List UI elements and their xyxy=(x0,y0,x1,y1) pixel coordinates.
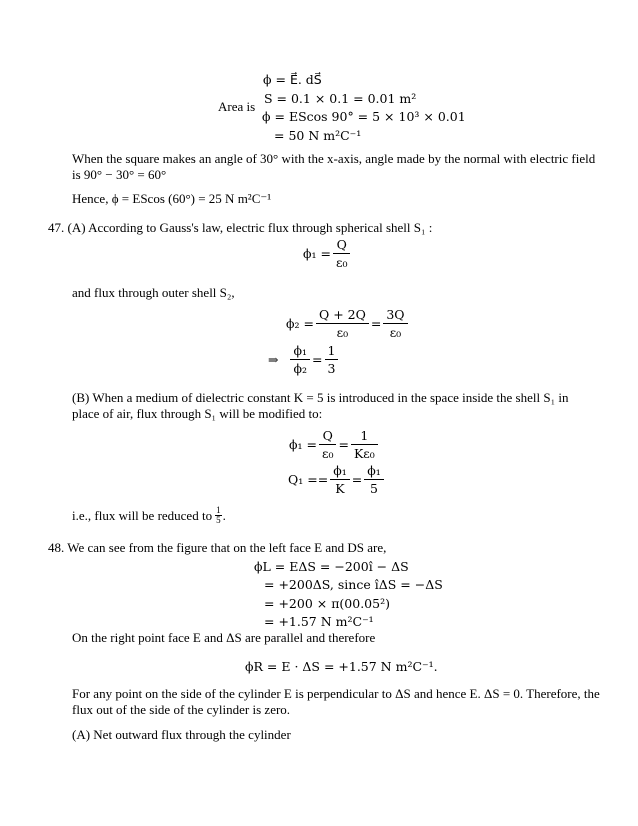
flux-cos90-equation: ϕ = EScos 90° = 5 × 10³ × 0.01 xyxy=(262,109,466,124)
outer-shell-text: and flux through outer shell S₂, xyxy=(72,285,235,300)
left-face-flux-eq1: ϕL = EΔS = −200î − ΔS xyxy=(254,559,409,574)
ratio-equation xyxy=(268,343,340,376)
fraction-numerator: ϕ₁ xyxy=(364,463,384,480)
fraction-numerator: ϕ₁ xyxy=(330,463,350,480)
b1-fraction-a xyxy=(319,428,337,461)
side-paragraph-line2: flux out of the side of the cylinder is zero. xyxy=(72,702,291,717)
hence-equation: Hence, ϕ = EScos (60°) = 25 N m²C⁻¹ xyxy=(72,191,272,206)
phi2-fraction-a xyxy=(316,307,369,340)
q48-intro: 48. We can see from the figure that on the left face E and DS are, xyxy=(48,540,387,555)
reduced-flux-line xyxy=(72,506,226,525)
fraction-denominator: ϕ₂ xyxy=(293,361,308,376)
fraction-denominator: ε₀ xyxy=(335,255,348,270)
fraction-denominator: 5 xyxy=(216,515,221,525)
equals-sign: = xyxy=(351,471,363,487)
fraction-denominator: ε₀ xyxy=(389,325,402,340)
angle-paragraph-line2: is 90° − 30° = 60° xyxy=(72,167,167,182)
part-b-line1: (B) When a medium of dielectric constant K = 5 is introduced in the space inside the shell S₁ in xyxy=(72,390,569,405)
fraction-denominator: Kε₀ xyxy=(353,446,375,461)
fraction-denominator: ε₀ xyxy=(336,325,349,340)
flux-value: = 50 N m²C⁻¹ xyxy=(274,128,362,143)
dielectric-charge-equation xyxy=(288,463,386,496)
phi2-lhs: ϕ₂ = xyxy=(286,315,314,331)
b2-fraction-a xyxy=(330,463,350,496)
left-face-flux-eq3: = +200 × π(00.05²) xyxy=(264,596,390,611)
fraction-numerator: 1 xyxy=(351,428,378,445)
reduced-text: i.e., flux will be reduced to xyxy=(72,507,213,523)
reduced-fraction xyxy=(215,506,222,525)
equals-sign: = xyxy=(370,315,382,331)
side-paragraph-line1: For any point on the side of the cylinder E is perpendicular to ΔS and hence E. ΔS = 0. Therefore, the xyxy=(72,686,600,701)
angle-paragraph-line1: When the square makes an angle of 30° with the x-axis, angle made by the normal with electric field xyxy=(72,151,596,166)
fraction-numerator: Q xyxy=(333,237,351,254)
b2-fraction-b xyxy=(364,463,384,496)
fraction-numerator: Q + 2Q xyxy=(316,307,369,324)
part-b-line2: place of air, flux through S₁ will be modified to: xyxy=(72,406,323,421)
equals-sign: = xyxy=(338,436,349,452)
b1-fraction-b xyxy=(351,428,378,461)
ratio-fraction-b xyxy=(325,343,339,376)
left-face-flux-eq2: = +200ΔS, since îΔS = −ΔS xyxy=(264,577,443,592)
phi2-equation xyxy=(286,307,410,340)
implies-arrow: ⇒ xyxy=(268,351,279,367)
fraction-numerator: 1 xyxy=(216,505,221,515)
phi2-fraction-b xyxy=(383,307,407,340)
area-equation: S = 0.1 × 0.1 = 0.01 m² xyxy=(264,91,417,106)
b2-lhs: Q₁ == xyxy=(288,471,329,487)
area-label: Area is xyxy=(218,99,256,114)
right-face-text: On the right point face E and ΔS are parallel and therefore xyxy=(72,630,376,645)
equals-sign: = xyxy=(312,351,323,367)
net-flux-heading: (A) Net outward flux through the cylinder xyxy=(72,727,291,742)
dielectric-flux-equation xyxy=(289,428,380,461)
fraction-denominator: 5 xyxy=(370,481,378,496)
q47-intro: 47. (A) According to Gauss's law, electric flux through spherical shell S₁ : xyxy=(48,220,433,235)
phi1-equation xyxy=(303,237,352,270)
left-face-flux-eq4: = +1.57 N m²C⁻¹ xyxy=(264,614,374,629)
ratio-fraction-a xyxy=(290,343,310,376)
period: . xyxy=(222,507,226,523)
fraction-numerator: 3Q xyxy=(383,307,407,324)
fraction-denominator: 3 xyxy=(327,361,336,376)
fraction-numerator: ϕ₁ xyxy=(290,343,310,360)
b1-lhs: ϕ₁ = xyxy=(289,436,317,452)
phi1-lhs: ϕ₁ = xyxy=(303,245,331,261)
fraction-numerator: Q xyxy=(319,428,337,445)
fraction-denominator: K xyxy=(335,481,345,496)
fraction-numerator: 1 xyxy=(325,343,339,360)
phi1-fraction xyxy=(333,237,351,270)
flux-definition: ϕ = E⃗. dS⃗ xyxy=(263,72,322,87)
right-face-flux-equation: ϕR = E · ΔS = +1.57 N m²C⁻¹. xyxy=(245,659,438,674)
fraction-denominator: ε₀ xyxy=(321,446,334,461)
